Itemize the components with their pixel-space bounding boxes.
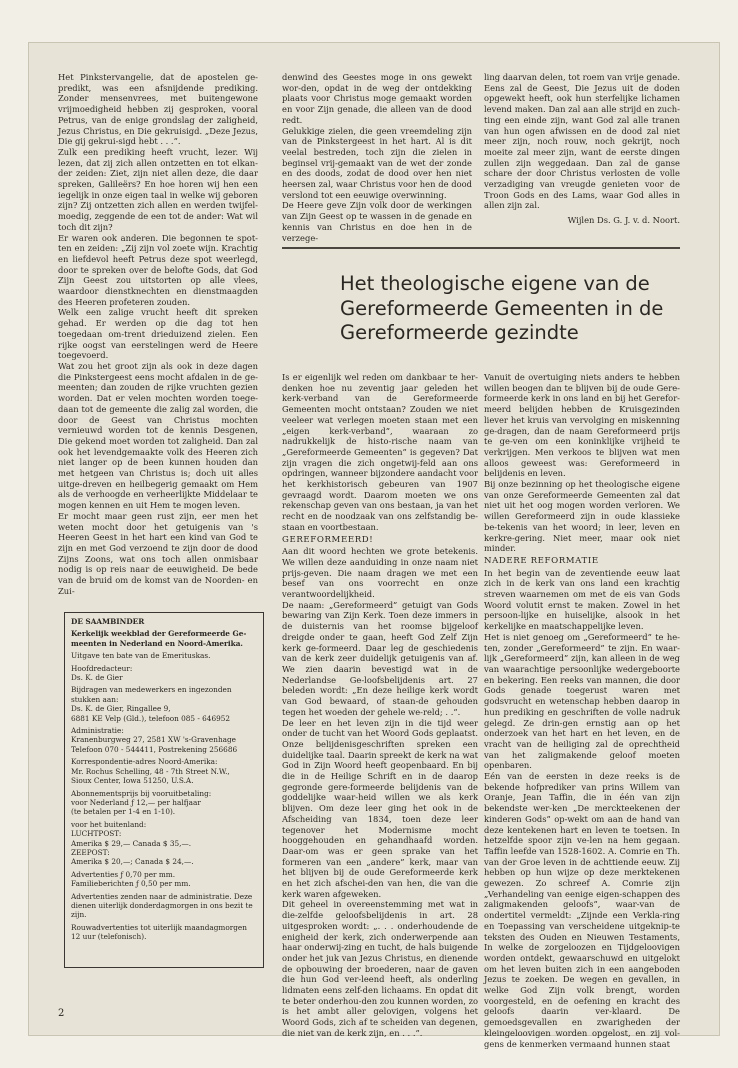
subscription-note: (te betalen per 1-4 en 1-10). (71, 807, 176, 817)
page-number: 2 (58, 1008, 65, 1019)
article1-paragraph: Wat zou het groot zijn als ook in deze dagen die Pinkstergeest eens mocht afdalen in de ge-meenten; dan zouden de rijke vruchten gezien worden. Dat er velen mochten worden toege-daan tot de gemeente die zalig zal worden, die door de Geest van Christus mochten vernieuwd worden tot de kennis Desgenen, Die gekend moet worden tot zaligheid. Dan zal ook het levendgemaakte volk des Heeren zich niet langer op de been kunnen houden dan met hetgeen van Christus is; doch uit alles uitge-dreven en heilbegerig gemaakt om Hem als de verhoogde en verheerlijkte Middelaar te mogen kennen en uit Hem te mogen leven. (58, 360, 258, 511)
article2-paragraph: Dit geheel in overeenstemming met wat in die-zelfde geloofsbelijdenis in art. 28 uitgesproken wordt: „. . . onderhoudende de enigheid der kerk, zich onderwerpende aan haar onderwij-zing en tucht, de hals buigende onder het juk van Jezus Christus, en dienende de opbouwing der broederen, naar de gaven die hun God ver-leend heeft, als onderling lidmaten eens zelf-den lichaams. En opdat dit te beter onderhou-den zou kunnen worden, zo is het ambt aller gelovigen, volgens het Woord Gods, zich af te scheiden van degenen, die niet van de kerk zijn, en . . .”. (282, 899, 478, 1038)
article1-paragraph: Er mocht maar geen rust zijn, eer men het weten mocht door het getuigenis van 's Heeren Geest in het hart een kind van God te zijn en met God verzoend te zijn door de dood Zijns Zoons, wat ons toch allen onmisbaar nodig is op reis naar de eeuwigheid. De bede van de bruid om de komst van de Noorden- en Zui- (58, 510, 258, 596)
article1-paragraph: Welk een zalige vrucht heeft dit spreken gehad. Er werden op die dag tot hen toegedaan om-trent drieduizend zielen. Een rijke oogst van eerstelingen werd de Heere toegevoerd. (58, 307, 258, 361)
article2-paragraph: Is er eigenlijk wel reden om dankbaar te her-denken hoe nu zeventig jaar geleden het kerk-verband van de Gereformeerde Gemeenten mocht ontstaan? Zouden we niet veeleer wat verlegen moeten staan met een „eigen kerk-verband”, waaraan zo nadrukkelijk de histo-rische naam van „Gereformeerde Gemeenten” is gegeven? Dat zijn vragen die zich ongetwij-feld aan ons opdringen, wanneer bijzondere aandacht voor het kerkhistorisch gebeuren van 1907 gevraagd wordt. Daarom moeten we ons rekenschap geven van ons bestaan, ja van het recht en de noodzaak van ons zelfstandig be-staan en voortbestaan. (282, 372, 478, 532)
mourning-note: Rouwadvertenties tot uiterlijk maandagmorgen 12 uur (telefonisch). (71, 922, 247, 942)
headline-divider (282, 247, 680, 249)
seamail-prices: Amerika $ 20,—; Canada $ 24,—. (71, 857, 194, 867)
colophon-title: DE SAAMBINDER (71, 617, 145, 626)
seamail-label: ZEEPOST: (71, 847, 110, 857)
editor-name: Ds. K. de Gier (71, 673, 123, 683)
article2-headline: Het theologische eigene van de Gereformeerde Gemeenten in de Gereformeerde gezindte (340, 272, 664, 344)
north-america-address-line2: Sioux Center, Iowa 51250, U.S.A. (71, 776, 194, 786)
article1-signature: Wijlen Ds. G. J. v. d. Noort. (567, 215, 680, 226)
ads-note: Advertenties zenden naar de administratie. Deze dienen uiterlijk donderdagmorgen in ons bezit te zijn. (71, 891, 253, 920)
airmail-label: LUCHTPOST: (71, 829, 122, 839)
colophon-box (64, 612, 264, 968)
article1-column3 (484, 72, 680, 242)
section-heading-gereformeerd: GEREFORMEERD! (282, 534, 374, 545)
article2-column3 (484, 372, 680, 1049)
article1-column2 (282, 72, 472, 242)
article1-paragraph: Er waren ook anderen. Die begonnen te spot-ten en zeiden: „Zij zijn vol zoete wijn. Krachtig en liefdevol heeft Petrus deze spot weerlegd, door te spreken over de belofte Gods, dat God Zijn Geest zou uitstorten op alle vlees, waardoor dienstknechten en dienstmaagden des Heeren profeteren zouden. (58, 232, 258, 307)
article2-paragraph: De leer en het leven zijn in die tijd weer onder de tucht van het Woord Gods geplaatst. Onze belijdenisgeschriften spreken een duidelijke taal. Daarin spreekt de kerk na wat God in Zijn Woord heeft geopenbaard. En bij die in de Heilige Schrift en in de daarop gegronde gere-formeerde belijdenis van de goddelijke waar-heid willen we als kerk blijven. Om deze leer ging het ook in de Afscheiding van 1834, toen deze leer tegenover het Modernisme mocht hooggehouden en gehandhaafd worden. Daar-om was er geen sprake van het formeren van een „andere” kerk, maar van het blijven bij de oude Gereformeerde kerk en het zich afschei-den van hen, die van die kerk waren afgeweken. (282, 717, 478, 899)
north-america-label: Korrespondentie-adres Noord-Amerika: (71, 757, 218, 767)
article2-paragraph: De naam: „Gereformeerd” getuigt van Gods bewaring van Zijn Kerk. Toen deze immers in de duisternis van het roomse bijgeloof dreigde onder te gaan, heeft God Zelf Zijn kerk ge-formeerd. Daar leg de geschiedenis van de kerk zeer duidelijk getuigenis van af. We zien daarin bevestigd wat in de Nederlandse Ge-loofsbelijdenis art. 27 beleden wordt: „En deze heilige kerk wordt van God bewaard, of staan-de gehouden tegen het woeden der gehele we-reld; . .”. (282, 599, 478, 717)
article2-paragraph: Eén van de eersten in deze reeks is de bekende hofprediker van prins Willem van Oranje, Jean Taffin, die in één van zijn bekendste wer-ken „De merckteekenen der kinderen Gods” op-wekt om aan de hand van deze kentekenen hart en leven te toetsen. In hetzelfde spoor zijn ve-len na hem gegaan. Taffin leefde van 1528-1602. A. Comrie en Th. van der Groe leven in de achttiende eeuw. Zij hebben op hun wijze op deze merktekenen gewezen. Zo schreef A. Comrie zijn „Verhandeling van eenige eigen-schappen des zaligmakenden geloofs”, waar-van de ondertitel vermeldt: „Zijnde een Verkla-ring en Toepassing van verscheidene uitgeknip-te teksten des Ouden en Nieuwen Testaments, In welke de zorgeloozen en Tijdgeloovigen worden ontdekt, gewaarschuwd en uitgelokt om het leven buiten zich in een aangeboden Jezus te zoeken. De wegen en gevallen, in welke God Zijn volk brengt, worden voorgesteld, en de oefening en kracht des geloofs daarin ver-klaard. De gemoedsgevallen en zwarigheden der kleingeloovigen worden opgelost, en zij vol-gens de kenmerken vermaand hunnen staat (484, 771, 680, 1049)
article1-paragraph: De Heere geve Zijn volk door de werkingen van Zijn Geest op te wassen in de genade en kennis van Christus en doe hen in de verzege- (282, 200, 472, 243)
family-notice-price: Familieberichten ƒ 0,50 per mm. (71, 879, 191, 889)
section-heading-nadere-reformatie: NADERE REFORMATIE (484, 555, 599, 566)
administration-address-line1: Kranenburgweg 27, 2581 XW 's-Gravenhage (71, 735, 236, 745)
administration-address-line2: Telefoon 070 - 544411, Postrekening 256686 (71, 744, 238, 754)
airmail-prices: Amerika $ 29,— Canada $ 35,—. (71, 838, 192, 848)
article2-paragraph: In het begin van de zeventiende eeuw laat zich in de kerk van ons land een krachtig streven waarnemen om met de eis van Gods Woord volutit ernst te maken. Zowel in het persoon-lijke en huiselijke, alsook in het kerkelijke en maatschappelijke leven. (484, 567, 680, 632)
abroad-label: voor het buitenland: (71, 819, 147, 829)
subscription-netherlands: voor Nederland ƒ 12,— per halfjaar (71, 797, 201, 807)
colophon-subtitle: Kerkelijk weekblad der Gereformeerde Ge-meenten in Nederland en Noord-Amerika. (71, 629, 247, 648)
article2-paragraph: Aan dit woord hechten we grote betekenis. We willen deze aanduiding in onze naam niet prijs-geven. Die naam dragen we met een besef van ons voorrecht en onze verantwoordelijkheid. (282, 546, 478, 600)
editor-label: Hoofdredacteur: (71, 663, 133, 673)
article2-paragraph: Het is niet genoeg om „Gereformeerd” te he-ten, zonder „Gereformeerd” te zijn. En waar-lijk „Gereformeerd” zijn, kan alleen in de weg van waarachtige persoonlijke wedergeboorte en bekering. Een reeks van mannen, die door Gods genade toegerust waren met godsvrucht en wetenschap hebben daarop in hun prediking en geschriften de volle nadruk gelegd. Ze drin-gen ernstig aan op het onderzoek van het hart en het leven, en de vracht van de heiliging zal de oprechtheid van het zaligmakende geloof moeten openbaren. (484, 631, 680, 771)
article1-column1 (58, 72, 258, 602)
contributions-address-line2: 6881 KE Velp (Gld.), telefoon 085 - 646952 (71, 713, 231, 723)
article1-paragraph: Gelukkige zielen, die geen vreemdeling zijn van de Pinkstergeest in het hart. Al is dit veelal bestreden, toch zijn die zielen in beginsel vrij-gemaakt van de wet der zonde en des doods, zodat de dood over hen niet heersen zal, waar Christus voor hen de dood verslond tot een eeuwige overwinning. (282, 125, 472, 200)
article1-paragraph: ling daarvan delen, tot roem van vrije genade. Eens zal de Geest, Die Jezus uit de doden opgewekt heeft, ook hun sterfelijke lichamen levend maken. Dan zal aan alle strijd en zuch-ting een einde zijn, want God zal alle tranen van hun ogen afwissen en de dood zal niet meer zijn, noch rouw, noch gekrijt, noch moeite zal meer zijn, want de eerste dingen zullen zijn weggedaan. Dan zal de ganse schare der door Christus verlosten de volle verzadiging van vreugde genieten voor de Troon Gods en des Lams, waar God alles in allen zijn zal. (484, 72, 680, 211)
administration-label: Administratie: (71, 726, 124, 736)
contributions-address-line1: Ds. K. de Gier, Ringallee 9, (71, 704, 171, 714)
contributions-label: Bijdragen van medewerkers en ingezonden stukken aan: (71, 685, 232, 704)
colophon-publisher: Uitgave ten bate van de Emerituskas. (71, 651, 211, 661)
article1-paragraph: Zulk een prediking heeft vrucht, lezer. Wij lezen, dat zij zich allen ontzetten en tot elkan-der zeiden: Ziet, zijn niet allen deze, die daar spreken, Galileërs? En hoe horen wij hen een iegelijk in onze eigen taal in welke wij geboren zijn? Zij ontzetten zich allen en werden twijfel-moedig, zeggende de een tot de ander: Wat wil toch dit zijn? (58, 146, 258, 232)
north-america-address-line1: Mr. Rochus Schelling, 48 - 7th Street N.W., (71, 766, 230, 776)
subscription-label: Abonnementsprijs bij vooruitbetaling: (71, 788, 212, 798)
article2-column2 (282, 372, 478, 1038)
ads-price: Advertenties ƒ 0,70 per mm. (71, 869, 176, 879)
article2-paragraph: Vanuit de overtuiging niets anders te hebben willen beogen dan te blijven bij de oude Gere-formeerde kerk in ons land en bij het Gerefor-meerd belijden hebben de Kruisgezinden liever het kruis van vervolging en miskenning ge-dragen, dan de naam Gereformeerd prijs te ge-ven om een koninklijke vrijheid te verkrijgen. Men verkoos te blijven wat men alloos geweest was: Gereformeerd in belijdenis en leven. (484, 372, 680, 479)
article1-paragraph: denwind des Geestes moge in ons gewekt wor-den, opdat in de weg der ontdekking plaats voor Christus moge gemaakt worden en voor Zijn genade, die alleen van de dood redt. (282, 72, 472, 125)
article2-paragraph: Bij onze bezinning op het theologische eigene van onze Gereformeerde Gemeenten zal dat niet uit het oog mogen worden verloren. We willen Gereformeerd zijn in oude klassieke be-tekenis van het woord; in leer, leven en kerkre-gering. Niet meer, maar ook niet minder. (484, 479, 680, 554)
article1-paragraph: Het Pinkstervangelie, dat de apostelen ge-predikt, was een afsnijdende prediking. Zonder mensenvrees, met buitengewone vrijmoedigheid hebben zij gesproken, vooral Petrus, van de enige grondslag der zaligheid, Jezus Christus, en Die gekruisigd. „Deze Jezus, Die gij gekrui-sigd hebt . . .”. (58, 72, 258, 147)
